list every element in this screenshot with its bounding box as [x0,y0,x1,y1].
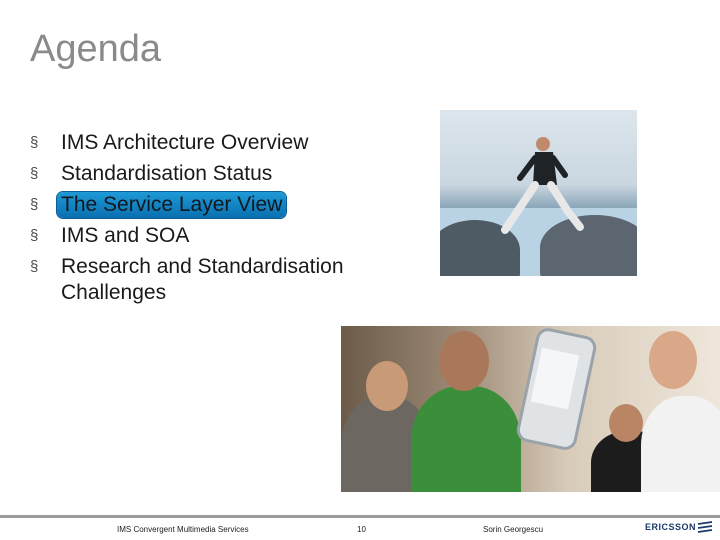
agenda-list [30,130,370,311]
agenda-item-ims-and-soa [30,223,370,249]
footer-page-number: 10 [357,525,366,534]
bullet-icon: § [30,196,39,213]
agenda-item-research-challenges [30,254,370,306]
photo-person-leaping [440,110,637,276]
agenda-item-label: Research and Standardisation Challenges [61,255,344,304]
agenda-item-label: IMS Architecture Overview [61,131,309,154]
agenda-item-ims-architecture [30,130,370,156]
agenda-item-standardisation-status [30,161,370,187]
bullet-icon: § [30,227,39,244]
bullet-icon: § [30,258,39,275]
ericsson-logo-icon [697,521,713,533]
ericsson-logo: ERICSSON [645,522,697,532]
agenda-item-label-highlighted: The Service Layer View [57,192,286,218]
agenda-item-service-layer-view [30,192,370,218]
agenda-item-label: Standardisation Status [61,162,273,185]
footer-divider [0,515,720,518]
leaping-figure-icon [485,130,595,240]
photo-people-with-phone [341,326,720,492]
agenda-item-label: IMS and SOA [61,224,190,247]
footer-author: Sorin Georgescu [483,525,544,534]
slide-title: Agenda [30,28,162,70]
bullet-icon: § [30,134,39,151]
bullet-icon: § [30,165,39,182]
footer-presentation-title: IMS Convergent Multimedia Services [117,525,249,534]
